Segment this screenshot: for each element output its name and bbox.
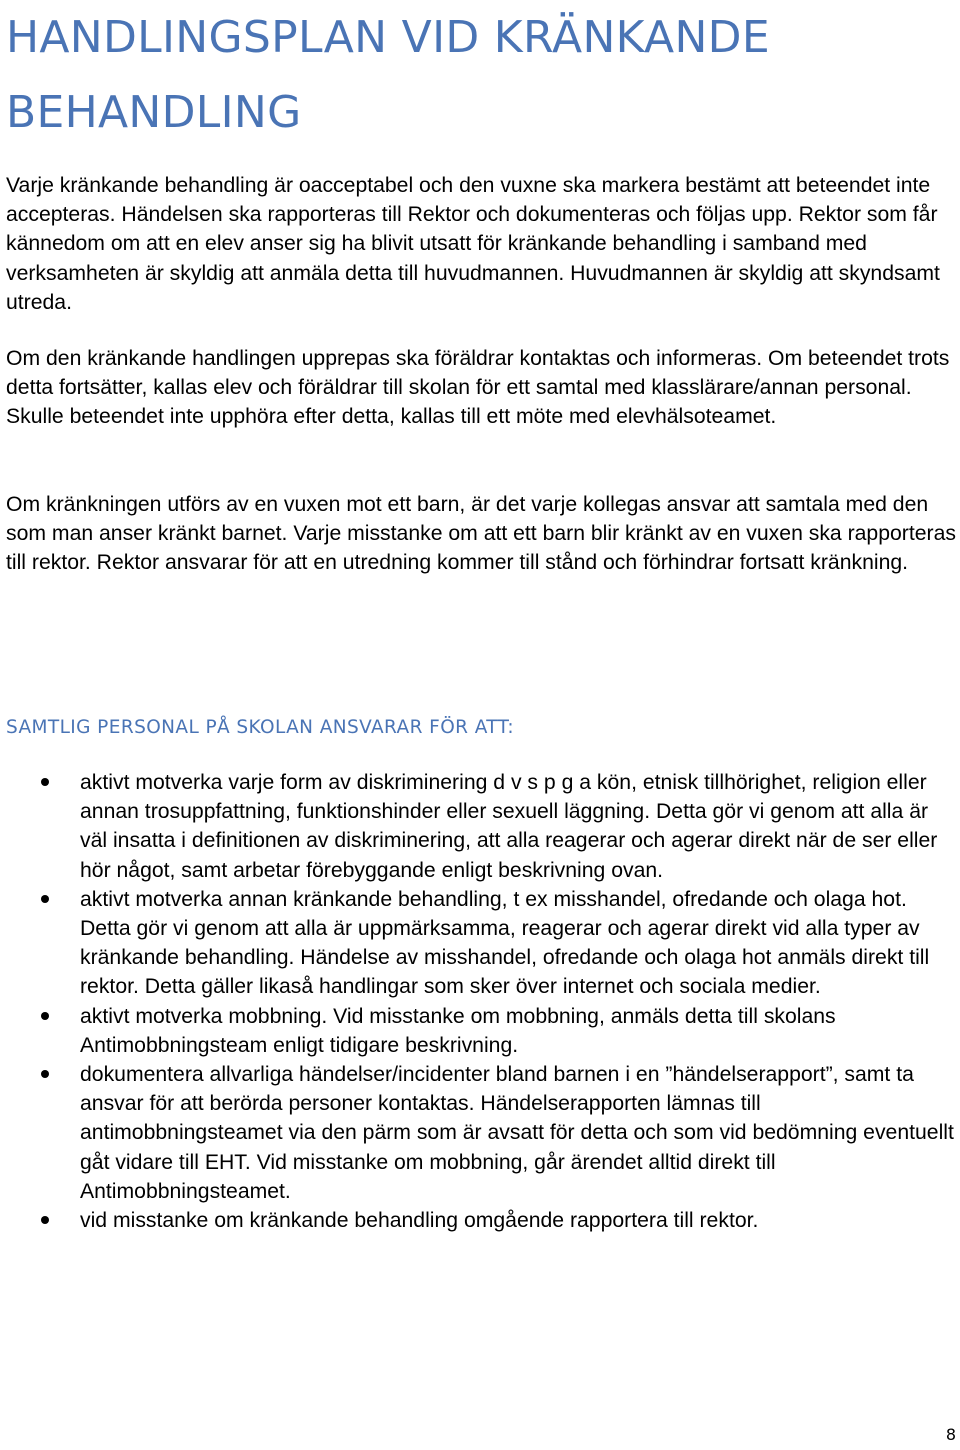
bullet-icon [41, 778, 49, 786]
paragraph-repeated-offense: Om den kränkande handlingen upprepas ska föräldrar kontaktas och informeras. Om beteendet trots detta fortsätter, kallas elev och föräldrar till skolan för ett samtal med klasslärare/annan personal. Skulle beteendet inte upphöra efter detta, kallas till ett möte med elevhälsoteamet. [6, 347, 950, 429]
list-item-text: dokumentera allvarliga händelser/incidenter bland barnen i en ”händelserapport”, samt ta ansvar för att berörda personer kontaktas. Händelserapporten lämnas till antimobbningsteamet via den pärm som är avsatt för detta och som vid bedömning eventuellt gåt vidare till EHT. Vid misstanke om mobbning, går ärendet alltid direkt till Antimobbningsteamet. [80, 1063, 954, 1203]
list-item [0, 1060, 960, 1206]
list-item-text: aktivt motverka annan kränkande behandling, t ex misshandel, ofredande och olaga hot. Detta gör vi genom att alla är uppmärksamma, reagerar och agerar direkt vid alla typer av kränkande behandling. Händelse av misshandel, ofredande och olaga hot anmäls direkt till rektor. Detta gäller likaså handlingar som sker över internet och sociala medier. [80, 887, 930, 999]
list-item [0, 768, 960, 885]
list-item [0, 885, 960, 1002]
list-item [0, 1002, 960, 1060]
list-item [0, 1206, 960, 1235]
bullet-icon [41, 1012, 49, 1020]
document-title: HANDLINGSPLAN VID KRÄNKANDE BEHANDLING [6, 12, 770, 138]
responsibilities-list [0, 768, 960, 1235]
list-item-text: aktivt motverka varje form av diskriminering d v s p g a kön, etnisk tillhörighet, religion eller annan trosuppfattning, funktionshinder eller sexuell läggning. Detta gör vi genom att alla är väl insatta i definitionen av diskriminering, att alla reagerar och agerar direkt när de ser eller hör något, samt arbetar förebyggande enligt beskrivning ovan. [80, 771, 938, 882]
list-item-text: aktivt motverka mobbning. Vid misstanke om mobbning, anmäls detta till skolans Antimobbningsteam enligt tidigare beskrivning. [80, 1004, 836, 1057]
bullet-icon [41, 1216, 49, 1224]
paragraph-adult-offense: Om kränkningen utförs av en vuxen mot ett barn, är det varje kollegas ansvar att samtala med den som man anser kränkt barnet. Varje misstanke om att ett barn blir kränkt av en vuxen ska rapporteras till rektor. Rektor ansvarar för att en utredning kommer till stånd och förhindrar fortsatt kränkning. [6, 493, 956, 575]
list-item-text: vid misstanke om kränkande behandling omgående rapportera till rektor. [80, 1209, 759, 1233]
bullet-icon [41, 895, 49, 903]
bullet-icon [41, 1070, 49, 1078]
paragraph-reporting: Varje kränkande behandling är oacceptabel och den vuxne ska markera bestämt att beteendet inte accepteras. Händelsen ska rapporteras till Rektor och dokumenteras och följas upp. Rektor som får kännedom om att en elev anser sig ha blivit utsatt för kränkande behandling i samband med verksamheten är skyldig att anmäla detta till huvudmannen. Huvudmannen är skyldig att skyndsamt utreda. [6, 174, 940, 314]
page-number: 8 [945, 1425, 956, 1444]
section-heading-staff-responsibilities: SAMTLIG PERSONAL PÅ SKOLAN ANSVARAR FÖR ATT: [6, 717, 514, 738]
